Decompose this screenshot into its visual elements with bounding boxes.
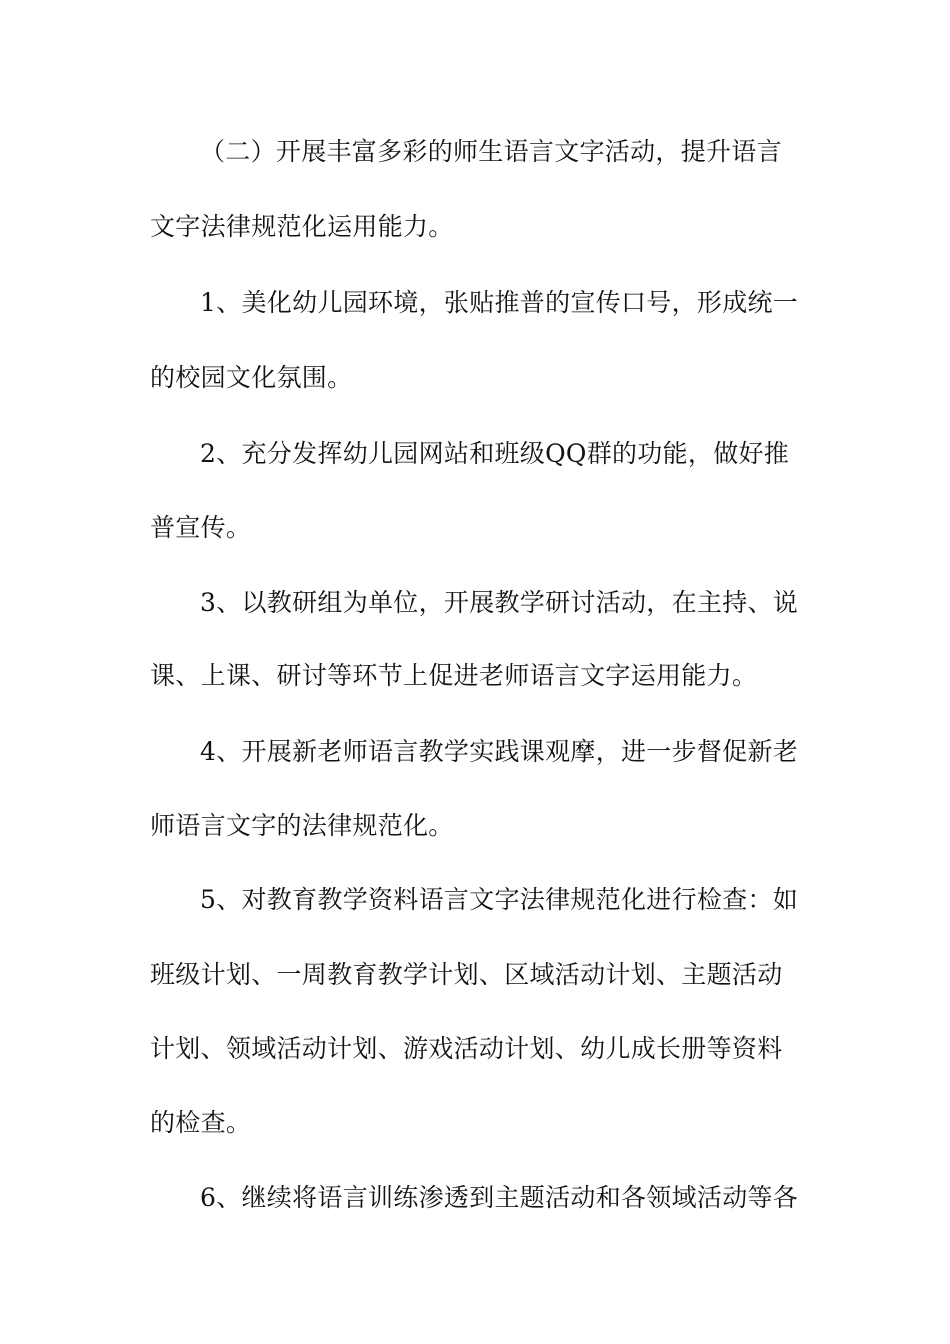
text-line: 班级计划、一周教育教学计划、区域活动计划、主题活动 xyxy=(150,960,783,989)
list-item-3-line: 3、以教研组为单位，开展教学研讨活动，在主持、说 xyxy=(200,588,799,617)
text-line: 普宣传。 xyxy=(150,513,252,542)
list-item-4-line: 4、开展新老师语言教学实践课观摩，进一步督促新老 xyxy=(200,737,799,766)
list-item-6-line: 6、继续将语言训练渗透到主题活动和各领域活动等各 xyxy=(200,1183,799,1212)
text-line: 计划、领域活动计划、游戏活动计划、幼儿成长册等资料 xyxy=(150,1034,783,1063)
list-item-5-line: 5、对教育教学资料语言文字法律规范化进行检查：如 xyxy=(200,885,799,914)
text-line: 的检查。 xyxy=(150,1108,252,1137)
text-line: 师语言文字的法律规范化。 xyxy=(150,811,454,840)
text-line: 课、上课、研讨等环节上促进老师语言文字运用能力。 xyxy=(150,661,758,690)
heading-line: （二）开展丰富多彩的师生语言文字活动，提升语言 xyxy=(200,137,782,166)
list-item-1-line: 1、美化幼儿园环境，张贴推普的宣传口号，形成统一 xyxy=(200,288,799,317)
list-item-2-line: 2、充分发挥幼儿园网站和班级QQ群的功能，做好推 xyxy=(200,439,790,468)
text-line: 文字法律规范化运用能力。 xyxy=(150,212,454,241)
text-line: 的校园文化氛围。 xyxy=(150,363,353,392)
